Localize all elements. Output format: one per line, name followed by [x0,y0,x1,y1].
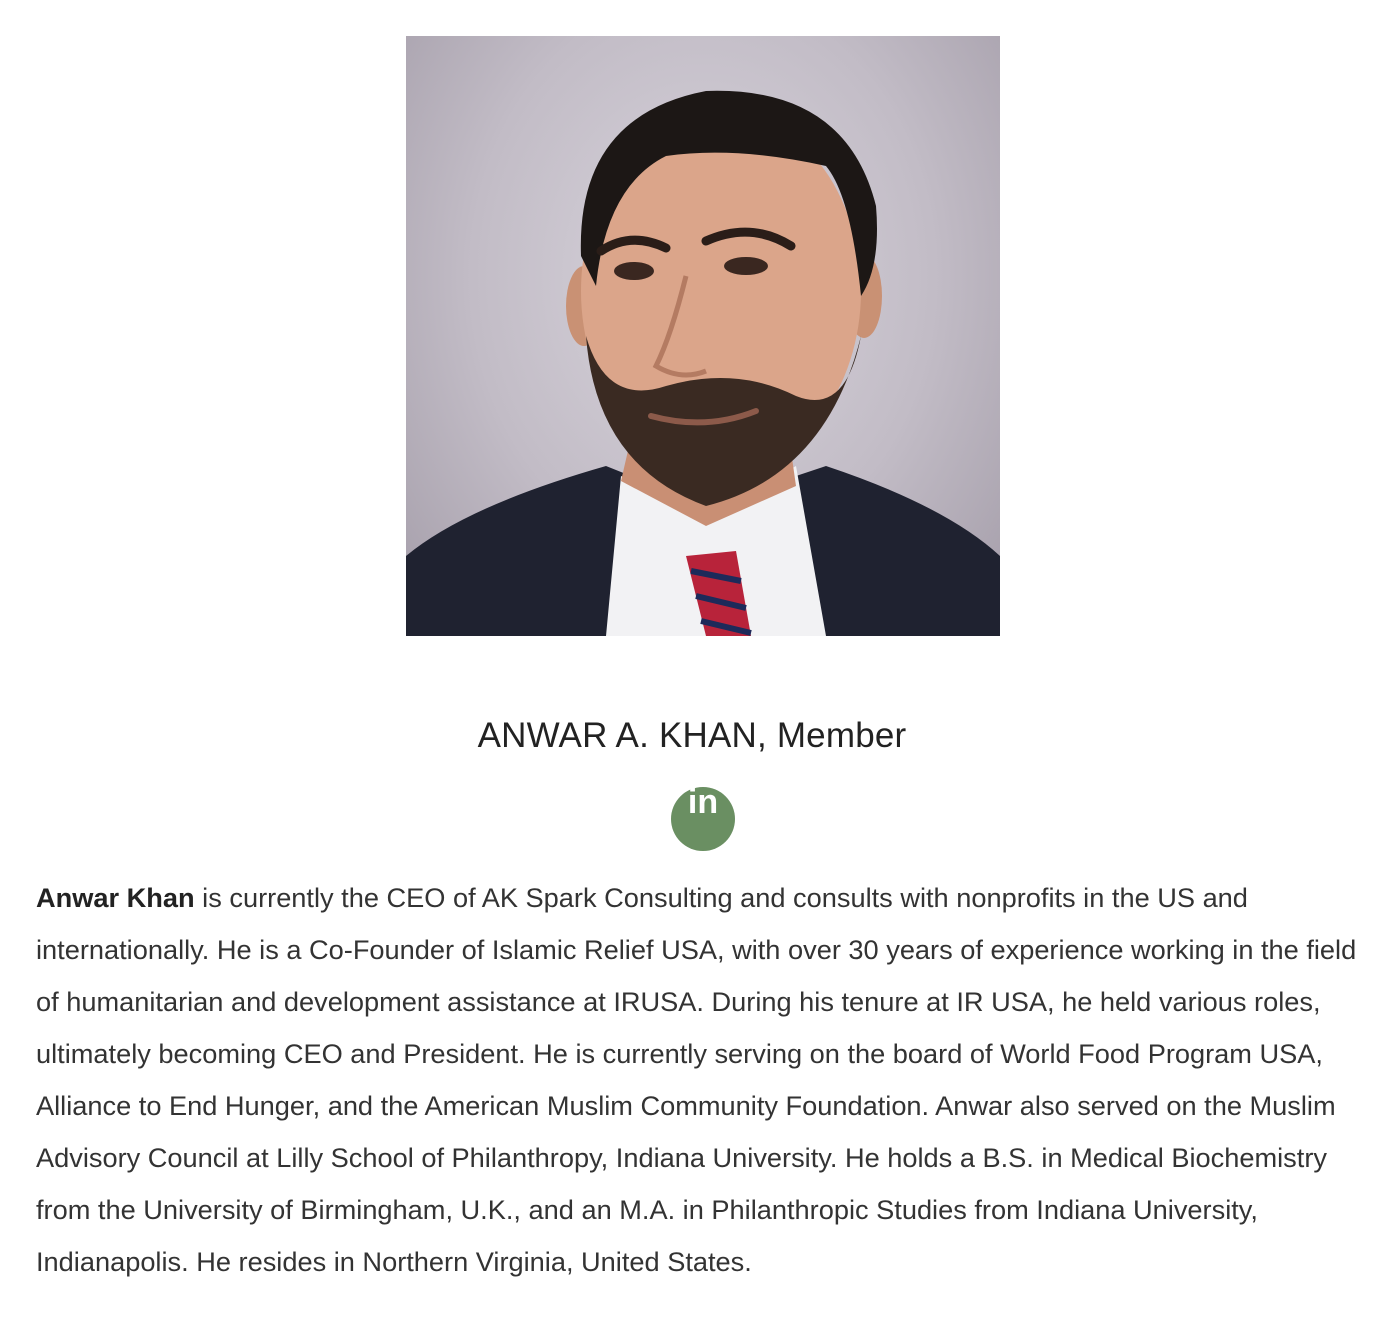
left-eye [614,262,654,280]
portrait-illustration [406,36,1000,636]
profile-photo [406,36,1000,636]
member-bio [36,872,1361,1288]
linkedin-icon: in [687,783,719,821]
bio-text: is currently the CEO of AK Spark Consulting and consults with nonprofits in the US and internationally. He is a Co-Founder of Islamic Relief USA, with over 30 years of experience working in the field of humanitarian and development assistance at IRUSA. During his tenure at IR USA, he held various roles, ultimately becoming CEO and President. He is currently serving on the board of World Food Program USA, Alliance to End Hunger, and the American Muslim Community Foundation. Anwar also served on the Muslim Advisory Council at Lilly School of Philanthropy, Indiana University. He holds a B.S. in Medical Biochemistry from the University of Birmingham, U.K., and an M.A. in Philanthropic Studies from Indiana University, Indianapolis. He resides in Northern Virginia, United States. [36,882,1357,1277]
linkedin-button[interactable] [671,783,735,851]
bio-name: Anwar Khan [36,882,195,913]
member-name-heading: ANWAR A. KHAN, Member [477,716,907,755]
right-eye [724,257,768,275]
